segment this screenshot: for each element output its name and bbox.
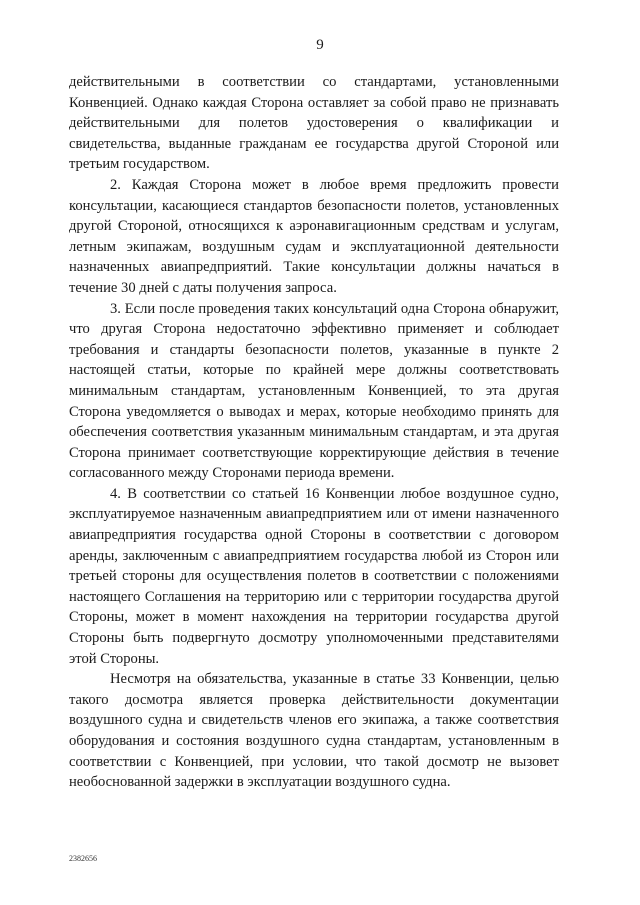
document-code: 2382656 [69, 854, 97, 863]
paragraph-item-3: 3. Если после проведения таких консультаций одна Сторона обнаружит, что другая Сторона недостаточно эффективно применяет и соблюдает требования и стандарты безопасности полетов, указанные в пункте 2 настоящей статьи, которые по крайней мере должны соответствовать минимальным стандартам, установленным Конвенцией, то эта другая Сторона уведомляется о выводах и мерах, которые необходимо принять для обеспечения соответствия указанным минимальным стандартам, и эта другая Сторона принимает соответствующие корректирующие действия в течение согласованного между Сторонами периода времени. [69, 300, 559, 482]
paragraph-continuation: действительными в соответствии со стандартами, установленными Конвенцией. Однако каждая Сторона оставляет за собой право не признавать действительными для полетов удостоверения о квалификации и свидетельства, выданные гражданам ее государства другой Стороной или третьим государством. [69, 74, 559, 173]
page-number: 9 [316, 37, 324, 53]
paragraph-item-2: 2. Каждая Сторона может в любое время предложить провести консультации, касающиеся стандартов безопасности полетов, установленных другой Стороной, относящихся к аэронавигационным средствам и услугам, летным экипажам, воздушным судам и эксплуатационной деятельности назначенных авиапредприятий. Такие консультации должны начаться в течение 30 дней с даты получения запроса. [69, 176, 559, 296]
paragraph-item-4: 4. В соответствии со статьей 16 Конвенции любое воздушное судно, эксплуатируемое назначенным авиапредприятием или от имени назначенного авиапредприятия государства одной Стороны в соответствии с договором аренды, заключенным с авиапредприятием государства любой из Сторон или третьей стороны для осуществления полетов в соответствии с положениями настоящего Соглашения на территорию или с территории государства другой Стороны, может в момент нахождения на территории государства другой Стороны быть подвергнуто досмотру уполномоченными представителями этой Стороны. [69, 485, 559, 667]
paragraph-notwithstanding: Несмотря на обязательства, указанные в статье 33 Конвенции, целью такого досмотра является проверка действительности документации воздушного судна и свидетельств членов его экипажа, а также соответствия оборудования и состояния воздушного судна стандартам, установленным в соответствии с Конвенцией, при условии, что такой досмотр не вызовет необоснованной задержки в эксплуатации воздушного судна. [69, 671, 559, 791]
document-body [69, 72, 559, 793]
